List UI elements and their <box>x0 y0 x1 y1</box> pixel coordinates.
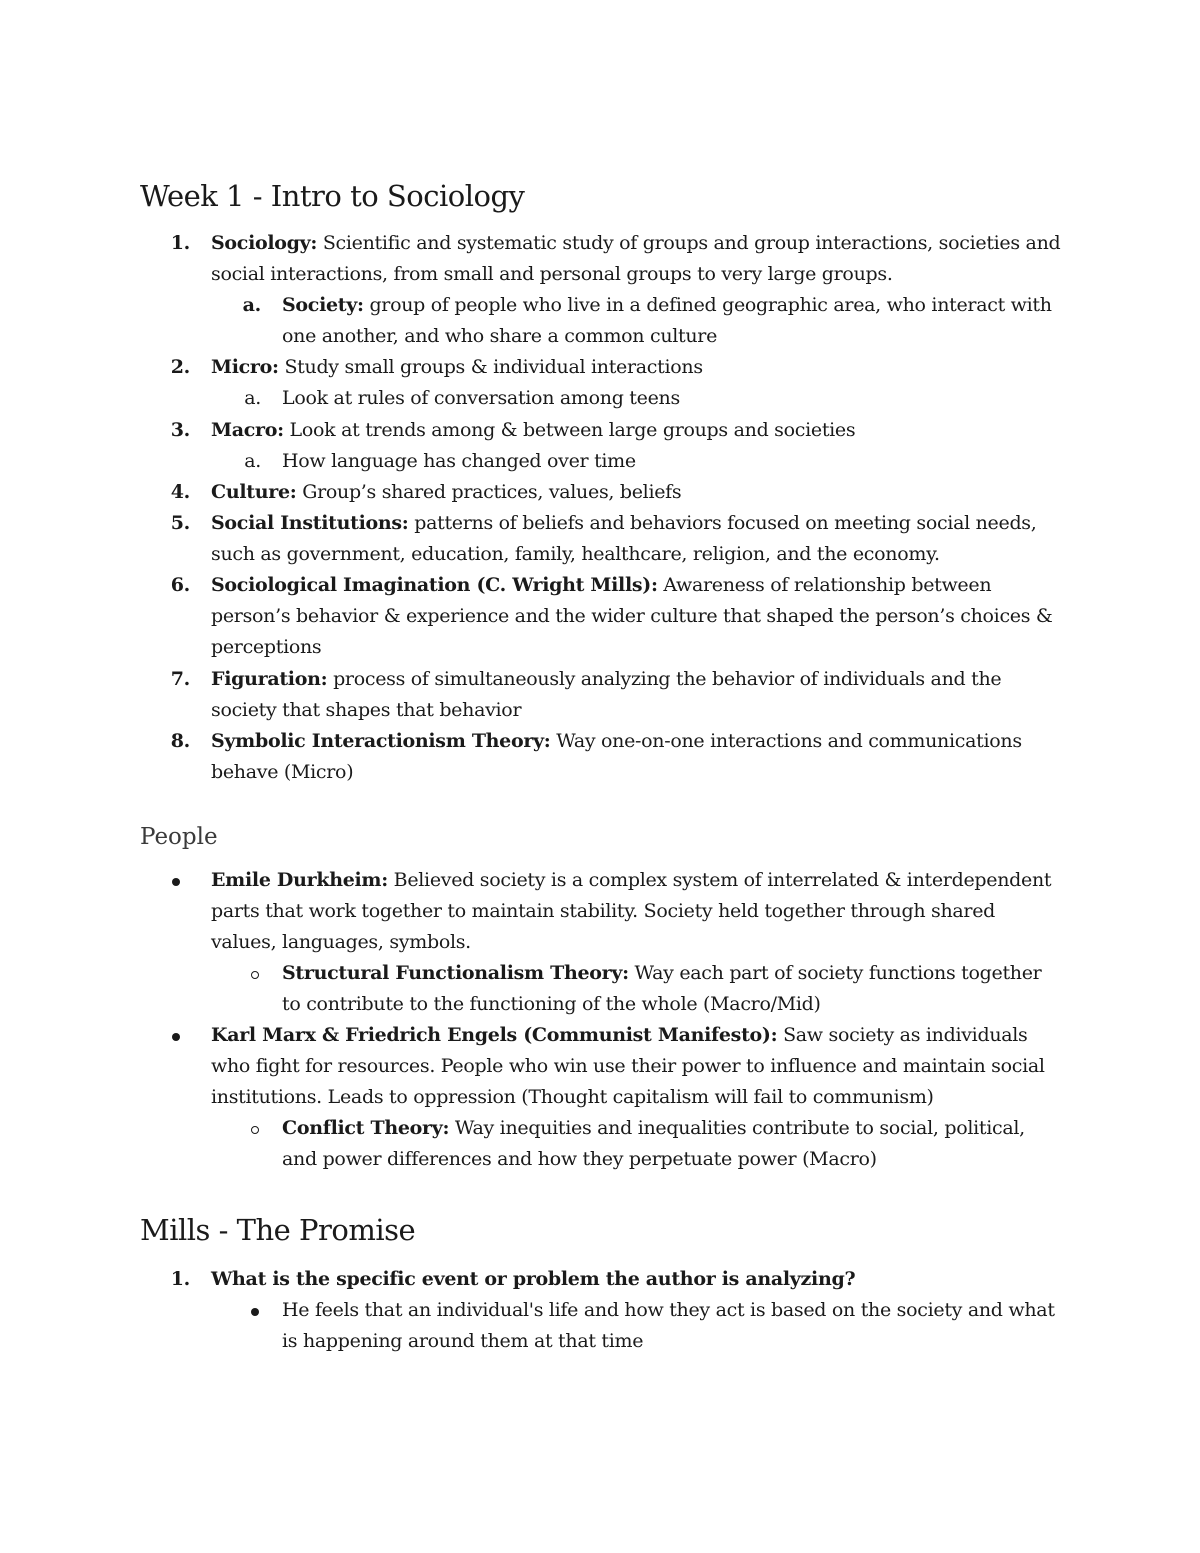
section-heading: Mills - The Promise <box>140 1213 416 1247</box>
list-number: 5. <box>170 512 190 534</box>
definition: Look at rules of conversation among teens <box>282 387 680 409</box>
list-number: 4. <box>170 481 190 503</box>
hollow-bullet-icon <box>251 1126 259 1134</box>
list-subitem <box>140 1295 1062 1357</box>
list-number: 2. <box>170 356 190 378</box>
term: Macro: <box>211 419 284 441</box>
definition: Study small groups & individual interactions <box>278 356 703 378</box>
term: Figuration: <box>211 668 328 690</box>
term: Emile Durkheim: <box>211 869 388 891</box>
section-heading: People <box>140 824 218 850</box>
list-number: 7. <box>170 668 190 690</box>
bullet-icon <box>172 1033 180 1041</box>
list-number: 6. <box>170 574 190 596</box>
term: Structural Functionalism Theory: <box>282 962 629 984</box>
bullet-icon <box>172 878 180 886</box>
list-item <box>140 508 1061 570</box>
list-item <box>140 477 1061 508</box>
list-letter: a. <box>244 387 261 409</box>
list-item <box>140 664 1061 726</box>
answer: He feels that an individual's life and how they act is based on the society and what is happening around them at that time <box>282 1299 1055 1352</box>
list-number: 1. <box>170 232 190 254</box>
definition: Look at trends among & between large groups and societies <box>283 419 856 441</box>
term: Karl Marx & Friedrich Engels (Communist Manifesto): <box>211 1024 778 1046</box>
definition: Way inequities and inequalities contribute to social, political, and power differences and how they perpetuate power (Macro) <box>282 1117 1025 1170</box>
section-heading: Week 1 - Intro to Sociology <box>140 179 525 213</box>
list-item <box>140 415 1061 446</box>
term: Sociology: <box>211 232 318 254</box>
term: Society: <box>282 294 364 316</box>
list-subitem <box>211 290 1062 352</box>
question: What is the specific event or problem the author is analyzing? <box>211 1268 856 1290</box>
definition: Believed society is a complex system of interrelated & interdependent parts that work together to maintain stability. Society held together through shared values, languages, symbols. <box>211 869 1052 953</box>
bullet-icon <box>251 1308 259 1316</box>
term: Culture: <box>211 481 297 503</box>
term: Sociological Imagination (C. Wright Mills): <box>211 574 658 596</box>
list-item <box>140 865 1061 958</box>
list-number: 3. <box>170 419 190 441</box>
definition: Scientific and systematic study of groups and group interactions, societies and social interactions, from small and personal groups to very large groups. <box>211 232 1061 285</box>
list-item <box>140 570 1061 663</box>
list-item <box>140 726 1061 788</box>
list-letter: a. <box>244 450 261 472</box>
definition: process of simultaneously analyzing the behavior of individuals and the society that shapes that behavior <box>211 668 1002 721</box>
term: Conflict Theory: <box>282 1117 450 1139</box>
definition: How language has changed over time <box>282 450 636 472</box>
term: Micro: <box>211 356 279 378</box>
definition: group of people who live in a defined geographic area, who interact with one another, and who share a common culture <box>282 294 1052 347</box>
definition: Awareness of relationship between person’s behavior & experience and the wider culture that shaped the person’s choices & perceptions <box>211 574 1053 658</box>
list-subitem <box>211 383 1062 414</box>
list-item <box>140 228 1061 290</box>
hollow-bullet-icon <box>251 971 259 979</box>
definition: patterns of beliefs and behaviors focused on meeting social needs, such as government, education, family, healthcare, religion, and the economy. <box>211 512 1037 565</box>
list-item <box>140 1020 1061 1113</box>
definition: Group’s shared practices, values, beliefs <box>296 481 682 503</box>
list-number: 1. <box>170 1268 190 1290</box>
list-item <box>140 1264 1061 1295</box>
definition: Way each part of society functions together to contribute to the functioning of the whole (Macro/Mid) <box>282 962 1042 1015</box>
term: Social Institutions: <box>211 512 409 534</box>
list-subitem <box>211 446 1062 477</box>
term: Symbolic Interactionism Theory: <box>211 730 551 752</box>
list-letter: a. <box>242 294 261 316</box>
definition: Saw society as individuals who fight for resources. People who win use their power to influence and maintain social institutions. Leads to oppression (Thought capitalism will fail to communism) <box>211 1024 1045 1108</box>
definition: Way one-on-one interactions and communications behave (Micro) <box>211 730 1022 783</box>
list-subitem <box>140 958 1062 1020</box>
list-subitem <box>140 1113 1062 1175</box>
list-item <box>140 352 1061 383</box>
list-number: 8. <box>170 730 190 752</box>
